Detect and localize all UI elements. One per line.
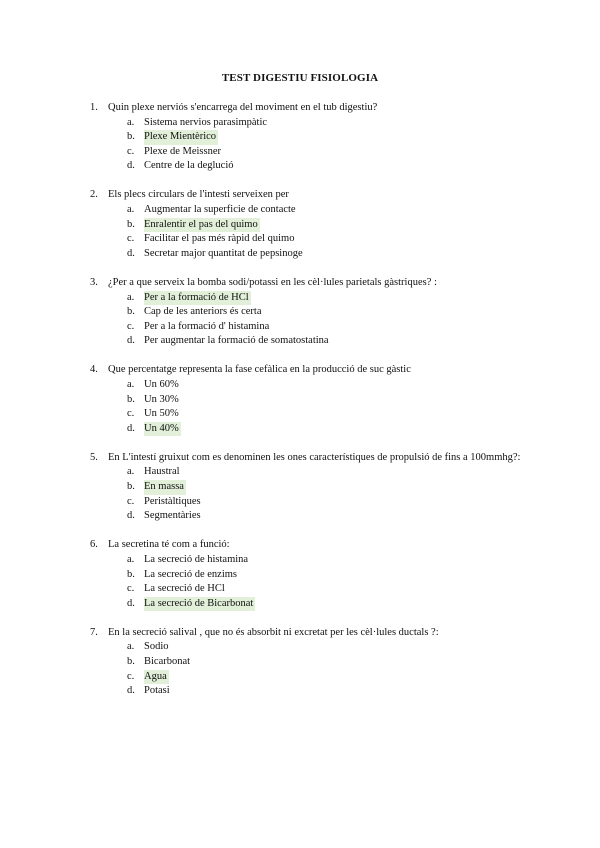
option-text: Per augmentar la formació de somatostatina bbox=[144, 335, 329, 347]
question-item bbox=[0, 538, 600, 611]
question-number: 7. bbox=[90, 626, 98, 638]
option-letter: b. bbox=[127, 568, 135, 580]
option-letter: b. bbox=[127, 306, 135, 318]
question-text: En L'intestí gruixut com es denominen les ones característiques de propulsió de fins a 100mmhg?: bbox=[108, 451, 521, 463]
option-text: Sistema nervios parasimpàtic bbox=[144, 116, 268, 128]
option-letter: a. bbox=[127, 379, 135, 390]
option-item-correct bbox=[0, 597, 600, 612]
option-text: Segmentàries bbox=[144, 510, 201, 522]
option-list bbox=[0, 640, 600, 698]
option-letter: c. bbox=[127, 408, 135, 420]
option-text: Peristàltiques bbox=[144, 495, 201, 507]
option-text: Haustral bbox=[144, 466, 180, 478]
correct-answer-highlight: La secreció de Bicarbonat bbox=[144, 597, 255, 612]
question-item bbox=[0, 626, 600, 699]
option-item bbox=[0, 495, 600, 510]
question-text: En la secreció salival , que no és absorbit ni excretat per les cèl·lules ductals ?: bbox=[108, 626, 439, 638]
question-number: 1. bbox=[90, 102, 98, 113]
correct-answer-highlight: En massa bbox=[144, 480, 186, 495]
option-item bbox=[0, 203, 600, 218]
option-text: Augmentar la superficie de contacte bbox=[144, 204, 296, 216]
option-letter: d. bbox=[127, 422, 135, 434]
option-letter: d. bbox=[127, 247, 135, 259]
option-letter: a. bbox=[127, 116, 135, 128]
question-number: 5. bbox=[90, 451, 98, 463]
question-number: 2. bbox=[90, 189, 98, 201]
option-letter: b. bbox=[127, 393, 135, 405]
question-text: Que percentatge representa la fase cefàlica en la producció de suc gàstic bbox=[108, 364, 411, 376]
option-letter: c. bbox=[127, 583, 135, 595]
question-text: ¿Per a que serveix la bomba sodi/potassi en les cèl·lules parietals gàstriques? : bbox=[108, 276, 437, 288]
option-text: Un 60% bbox=[144, 379, 179, 390]
option-letter: c. bbox=[127, 320, 135, 332]
option-text: La secreció de histamina bbox=[144, 553, 249, 565]
option-text: Secretar major quantitat de pepsinoge bbox=[144, 247, 303, 259]
option-item-correct bbox=[0, 218, 600, 233]
option-item bbox=[0, 378, 600, 393]
option-letter: d. bbox=[127, 510, 135, 522]
option-list bbox=[0, 116, 600, 174]
option-text: Un 30% bbox=[144, 393, 179, 405]
option-letter: d. bbox=[127, 597, 135, 609]
correct-answer-highlight: Per a la formació de HCl bbox=[144, 291, 251, 306]
option-text: Sodio bbox=[144, 641, 169, 653]
option-item bbox=[0, 684, 600, 699]
document-title: TEST DIGESTIU FISIOLOGIA bbox=[221, 72, 379, 84]
question-item bbox=[0, 363, 600, 436]
option-item bbox=[0, 334, 600, 349]
option-item bbox=[0, 582, 600, 597]
option-list bbox=[0, 378, 600, 436]
option-text: Plexe de Meissner bbox=[144, 145, 221, 157]
option-letter: c. bbox=[127, 145, 135, 157]
option-item bbox=[0, 145, 600, 160]
option-item-correct bbox=[0, 480, 600, 495]
option-list bbox=[0, 291, 600, 349]
option-item-correct bbox=[0, 422, 600, 437]
option-text: La secreció de HCl bbox=[144, 583, 225, 595]
option-letter: d. bbox=[127, 685, 135, 697]
option-text: Cap de les anteriors és certa bbox=[144, 306, 262, 318]
question-item bbox=[0, 188, 600, 261]
option-letter: a. bbox=[127, 291, 135, 303]
option-item bbox=[0, 655, 600, 670]
correct-answer-highlight: Agua bbox=[144, 670, 169, 685]
option-item bbox=[0, 393, 600, 408]
option-letter: b. bbox=[127, 131, 135, 143]
option-letter: c. bbox=[127, 495, 135, 507]
correct-answer-highlight: Un 40% bbox=[144, 422, 181, 437]
option-item bbox=[0, 159, 600, 174]
correct-answer-highlight: Plexe Mientèrico bbox=[144, 130, 218, 145]
question-list bbox=[0, 101, 600, 713]
option-letter: a. bbox=[127, 641, 135, 653]
option-item bbox=[0, 320, 600, 335]
question-item bbox=[0, 276, 600, 349]
option-letter: c. bbox=[127, 233, 135, 245]
option-letter: c. bbox=[127, 670, 135, 682]
option-item bbox=[0, 305, 600, 320]
option-item-correct bbox=[0, 130, 600, 145]
option-item-correct bbox=[0, 291, 600, 306]
option-list bbox=[0, 203, 600, 261]
option-text: Un 50% bbox=[144, 408, 179, 420]
option-item bbox=[0, 232, 600, 247]
option-list bbox=[0, 553, 600, 611]
option-letter: a. bbox=[127, 466, 135, 478]
option-text: Centre de la deglució bbox=[144, 160, 234, 172]
option-letter: d. bbox=[127, 335, 135, 347]
option-item bbox=[0, 640, 600, 655]
option-item bbox=[0, 116, 600, 131]
question-item bbox=[0, 451, 600, 524]
option-letter: b. bbox=[127, 481, 135, 493]
question-text: Quin plexe nerviós s'encarrega del moviment en el tub digestiu? bbox=[108, 102, 378, 113]
option-text: Facilitar el pas més ràpid del quimo bbox=[144, 233, 295, 245]
question-text: Els plecs circulars de l'intesti serveixen per bbox=[108, 189, 289, 201]
question-number: 4. bbox=[90, 364, 98, 376]
option-item bbox=[0, 509, 600, 524]
question-text: La secretina té com a funció: bbox=[108, 539, 230, 551]
option-letter: a. bbox=[127, 204, 135, 216]
option-item bbox=[0, 553, 600, 568]
correct-answer-highlight: Enralentir el pas del quimo bbox=[144, 218, 260, 233]
option-text: Potasi bbox=[144, 685, 170, 697]
option-item bbox=[0, 407, 600, 422]
option-item bbox=[0, 247, 600, 262]
question-item bbox=[0, 101, 600, 174]
option-item bbox=[0, 465, 600, 480]
question-number: 3. bbox=[90, 276, 98, 288]
question-number: 6. bbox=[90, 539, 98, 551]
option-letter: a. bbox=[127, 553, 135, 565]
option-text: Per a la formació d' histamina bbox=[144, 320, 270, 332]
option-list bbox=[0, 465, 600, 523]
option-item bbox=[0, 568, 600, 583]
option-text: Bicarbonat bbox=[144, 656, 191, 667]
option-letter: b. bbox=[127, 218, 135, 230]
option-letter: b. bbox=[127, 656, 135, 667]
option-letter: d. bbox=[127, 160, 135, 172]
option-item-correct bbox=[0, 670, 600, 685]
option-text: La secreció de enzims bbox=[144, 568, 237, 580]
